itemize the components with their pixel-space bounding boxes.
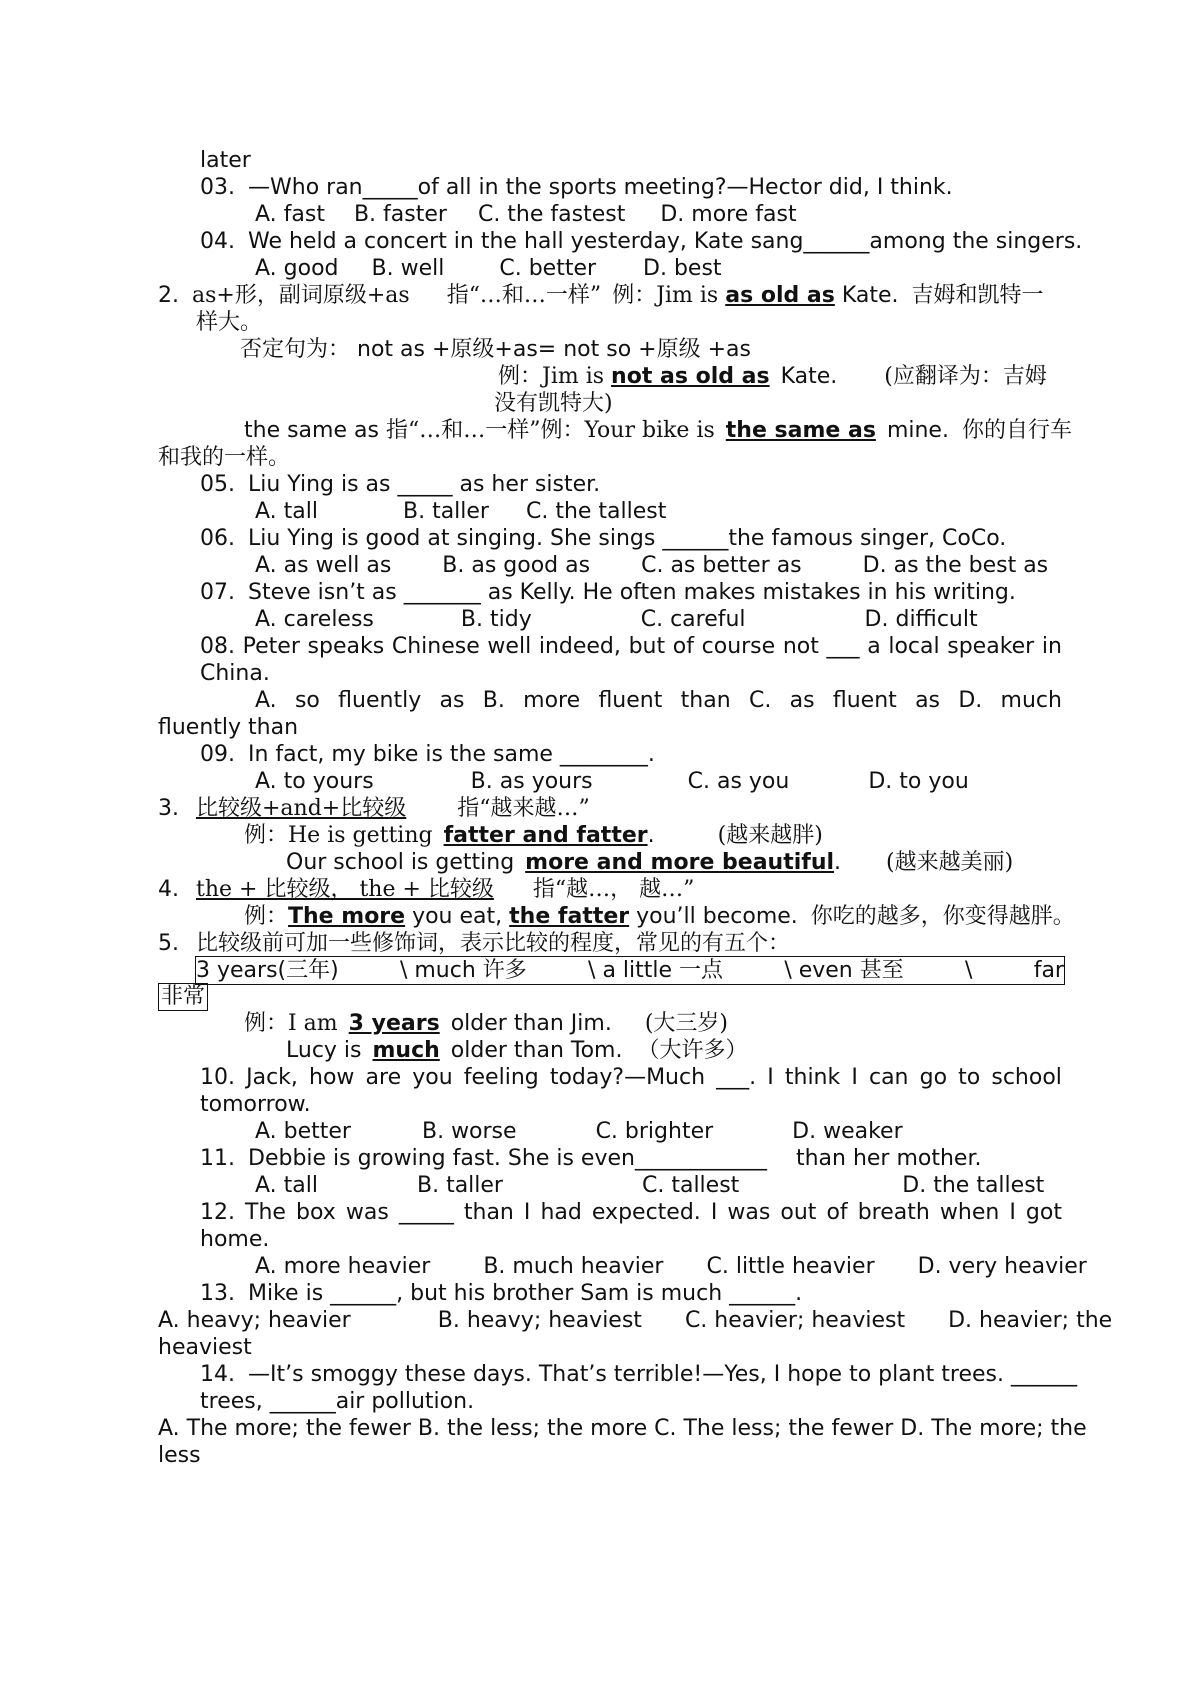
option-c: C. careful (640, 607, 746, 632)
option-a: A. more heavier (255, 1254, 431, 1279)
word: you (412, 1065, 453, 1090)
option-a: A. heavy; heavier (158, 1308, 351, 1333)
options-04 (255, 255, 722, 283)
option-d: D. the tallest (902, 1173, 1045, 1198)
word: fluently (338, 688, 422, 713)
same-as-rule (244, 417, 1072, 445)
option-d: D. heavier; the (948, 1308, 1113, 1333)
word: today?—Much (549, 1065, 706, 1090)
example-translation: 你的自行车 (961, 418, 1072, 443)
example-translation-cont: 没有凯特大) (494, 391, 613, 416)
word: but (628, 634, 666, 659)
word: local (888, 634, 940, 659)
word: than (463, 1200, 514, 1225)
options-cont: less (158, 1443, 201, 1468)
options-08 (255, 687, 1062, 715)
example-keyword: 3 years (348, 1011, 440, 1036)
word: Peter (242, 634, 300, 659)
question-text: We held a concert in the hall yesterday, Kate sang______among the singers. (248, 229, 1083, 254)
word: I (1009, 1200, 1016, 1225)
option-a: A. fast (255, 202, 325, 227)
option-d: D. very heavier (917, 1254, 1087, 1279)
example-label: 例：I am (244, 1011, 338, 1036)
question-11 (200, 1145, 981, 1173)
example-tail: . (647, 823, 655, 848)
question-text-cont: China. (200, 661, 270, 686)
section-3-example-2 (286, 849, 1013, 877)
example-keyword: the fatter (509, 904, 630, 929)
section-rule: as+形，副词原级+as (192, 283, 410, 308)
word: \ a little 一点 (588, 958, 724, 983)
example-translation: 你吃的越多，你变得越胖。 (810, 904, 1075, 929)
word: I (523, 1200, 531, 1225)
option-a: A. to yours (255, 769, 374, 794)
word: how (309, 1065, 355, 1090)
option-d: D. weaker (792, 1119, 903, 1144)
example-label: 例：He is getting (244, 823, 433, 848)
word: The (245, 1200, 286, 1225)
word: I (767, 1065, 774, 1090)
option-b: B. taller (416, 1173, 503, 1198)
option-d: D. best (643, 256, 722, 281)
example-tail: older than Tom. (450, 1038, 623, 1063)
section-5-heading (158, 930, 790, 958)
section-number: 4. (158, 877, 179, 902)
question-06 (200, 525, 1006, 553)
question-number: 09. (200, 742, 235, 767)
example-tail: . (834, 850, 842, 875)
option-c: C. the fastest (477, 202, 626, 227)
example-keyword: much (372, 1038, 440, 1063)
word: box (296, 1200, 336, 1225)
question-number: 14. (200, 1362, 235, 1387)
example-keyword: as old as (725, 283, 835, 308)
negative-form (240, 336, 751, 364)
option-a: A. as well as (255, 553, 392, 578)
word: when (939, 1200, 1000, 1225)
example-translation: (越来越胖) (717, 823, 823, 848)
example-translation: （大许多） (637, 1038, 748, 1063)
section-number: 3. (158, 796, 179, 821)
question-text: Liu Ying is as _____ as her sister. (248, 472, 601, 497)
example-label: 例：Jim is (498, 364, 605, 389)
example-prefix: Our school is getting (286, 850, 515, 875)
word: as (439, 688, 465, 713)
word: I (710, 1200, 718, 1225)
option-a: A. tall (255, 1173, 318, 1198)
word: in (1041, 634, 1062, 659)
option-a: A. careless (255, 607, 374, 632)
question-text: —It’s smoggy these days. That’s terrible!—Yes, I hope to plant trees. ______ (248, 1362, 1077, 1387)
word: a (867, 634, 881, 659)
section-meaning: 指“越…， 越…” (532, 877, 695, 902)
question-text: Mike is ______, but his brother Sam is much ______. (248, 1281, 803, 1306)
question-number: 03. (200, 175, 235, 200)
question-text-justified (200, 633, 1062, 661)
question-10 (200, 1064, 1062, 1092)
word: think (784, 1065, 841, 1090)
options-justified (255, 687, 1062, 715)
word: was (345, 1200, 389, 1225)
example-prefix: Lucy is (286, 1038, 362, 1063)
example-translation-cont: 样大。 (196, 310, 263, 335)
option-d: D. difficult (864, 607, 978, 632)
options-09 (255, 768, 969, 796)
question-text: In fact, my bike is the same ________. (248, 742, 655, 767)
option-b: B. worse (421, 1119, 517, 1144)
section-rule: 比较级前可加一些修饰词，表示比较的程度，常见的有五个： (196, 931, 791, 956)
word: was (727, 1200, 771, 1225)
word: feeling (463, 1065, 539, 1090)
example-label: 例： (244, 904, 289, 929)
options-03 (255, 201, 797, 229)
question-number: 12. (200, 1200, 235, 1225)
example-translation: 吉姆和凯特一 (911, 283, 1044, 308)
negative-example (498, 363, 1047, 391)
word: D. (958, 688, 983, 713)
word: had (540, 1200, 582, 1225)
word: ___. (716, 1065, 757, 1090)
word: out (780, 1200, 817, 1225)
question-number: 05. (200, 472, 235, 497)
question-number: 06. (200, 526, 235, 551)
word: B. (482, 688, 505, 713)
section-meaning: 指“越来越…” (457, 796, 590, 821)
word: speaker (947, 634, 1035, 659)
text-line: later (200, 148, 251, 173)
options-11 (255, 1172, 1044, 1200)
example-keyword: fatter and fatter (443, 823, 648, 848)
word: got (1025, 1200, 1062, 1225)
options-13 (158, 1307, 1112, 1335)
section-rule: 比较级+and+比较级 (196, 796, 407, 821)
same-as-phrase: the same as (244, 418, 379, 443)
option-b: B. taller (402, 499, 489, 524)
section-rule: the + 比较级， the + 比较级 (196, 877, 494, 902)
option-b: B. well (371, 256, 445, 281)
word: breath (857, 1200, 930, 1225)
question-03 (200, 174, 953, 202)
question-07 (200, 579, 1016, 607)
example-tail: older than Jim. (450, 1011, 612, 1036)
option-b: B. tidy (460, 607, 532, 632)
word: \ (965, 958, 973, 983)
word: fluent (832, 688, 897, 713)
word: C. (748, 688, 772, 713)
word: not (782, 634, 819, 659)
negative-label: 否定句为： (240, 337, 351, 362)
word: Chinese (391, 634, 480, 659)
question-text: Liu Ying is good at singing. She sings ______the famous singer, CoCo. (248, 526, 1007, 551)
question-04 (200, 228, 1082, 256)
example-tail: Kate. (841, 283, 899, 308)
question-text: —Who ran_____of all in the sports meeting?—Hector did, I think. (248, 175, 953, 200)
word: as (915, 688, 941, 713)
options-14: A. The more; the fewer B. the less; the more C. The less; the fewer D. The more; the (158, 1416, 1087, 1441)
option-a: A. tall (255, 499, 318, 524)
section-3-example-1 (244, 822, 823, 850)
section-3-heading (158, 795, 590, 823)
options-12 (255, 1253, 1087, 1281)
option-d: D. as the best as (862, 553, 1049, 578)
section-meaning: 指“…和…一样” (446, 283, 602, 308)
word: far (1033, 958, 1064, 983)
question-text-tail: than her mother. (795, 1146, 982, 1171)
word: _____ (398, 1200, 454, 1225)
example-keyword: not as old as (611, 364, 770, 389)
example-middle: you eat, (412, 904, 503, 929)
section-4-example (244, 903, 1075, 931)
option-d: D. to you (868, 769, 969, 794)
option-c: C. heavier; heaviest (684, 1308, 906, 1333)
question-text-cont: trees, ______air pollution. (200, 1389, 475, 1414)
options-05 (255, 498, 666, 526)
word: Jack, (246, 1065, 298, 1090)
option-b: B. much heavier (483, 1254, 664, 1279)
word: go (919, 1065, 948, 1090)
option-b: B. heavy; heaviest (437, 1308, 642, 1333)
word: expected. (591, 1200, 701, 1225)
word: are (365, 1065, 402, 1090)
example-translation: (大三岁) (644, 1011, 728, 1036)
example-translation: (越来越美丽) (886, 850, 1014, 875)
section-number: 5. (158, 931, 179, 956)
word: can (868, 1065, 909, 1090)
options-07 (255, 606, 978, 634)
example-translation: (应翻译为：吉姆 (884, 364, 1047, 389)
question-text: Steve isn’t as _______ as Kelly. He often makes mistakes in his writing. (248, 580, 1016, 605)
option-d: D. more fast (660, 202, 797, 227)
options-cont: heaviest (158, 1335, 252, 1360)
word: to (958, 1065, 981, 1090)
question-number: 07. (200, 580, 235, 605)
section-4-heading (158, 876, 694, 904)
word: so (294, 688, 320, 713)
option-b: B. as yours (470, 769, 593, 794)
negative-rule: not as +原级+as= not so +原级 +as (357, 337, 751, 362)
question-number: 04. (200, 229, 235, 254)
option-c: C. brighter (595, 1119, 714, 1144)
options-06 (255, 552, 1048, 580)
word: course (701, 634, 776, 659)
section-5-example-2 (286, 1037, 748, 1065)
word: 3 years(三年) (196, 958, 339, 983)
options-cont: fluently than (158, 715, 299, 740)
example-keyword: the same as (725, 418, 876, 443)
option-a: A. good (255, 256, 339, 281)
question-12 (200, 1199, 1062, 1227)
example-keyword: The more (288, 904, 406, 929)
word: much (1000, 688, 1062, 713)
word: ___ (826, 634, 860, 659)
section-2-heading (158, 282, 1044, 310)
example-tail: Kate. (780, 364, 838, 389)
word: \ even 甚至 (784, 958, 904, 983)
example-label: 例：Jim is (612, 283, 719, 308)
question-number: 10. (200, 1065, 235, 1090)
option-c: C. tallest (641, 1173, 740, 1198)
word: indeed, (538, 634, 621, 659)
question-number: 13. (200, 1281, 235, 1306)
modifier-box (195, 956, 1065, 985)
option-a: A. better (255, 1119, 351, 1144)
option-c: C. as better as (641, 553, 802, 578)
modifier-box-cont: 非常 (158, 983, 208, 1011)
question-13 (200, 1280, 802, 1308)
section-5-example-1 (244, 1010, 728, 1038)
example-tail: mine. (886, 418, 949, 443)
section-number: 2. (158, 283, 179, 308)
same-as-meaning: 指“…和…一样”例：Your bike is (385, 418, 715, 443)
option-b: B. faster (353, 202, 447, 227)
question-number: 08. (200, 634, 235, 659)
question-text-cont: tomorrow. (200, 1092, 311, 1117)
question-14 (200, 1361, 1077, 1389)
example-translation-cont: 和我的一样。 (158, 445, 291, 470)
word: speaks (307, 634, 385, 659)
word: I (851, 1065, 858, 1090)
example-tail: you’ll become. (636, 904, 798, 929)
word: of (826, 1200, 848, 1225)
modifier-list (196, 957, 1064, 984)
example-keyword: more and more beautiful (525, 850, 835, 875)
option-b: B. as good as (442, 553, 591, 578)
option-c: C. little heavier (706, 1254, 875, 1279)
question-text-justified (200, 1064, 1062, 1092)
question-number: 11. (200, 1146, 235, 1171)
word: A. (255, 688, 277, 713)
question-text-cont: home. (200, 1227, 270, 1252)
option-c: C. as you (687, 769, 790, 794)
word: more (523, 688, 581, 713)
question-08 (200, 633, 1062, 661)
word: of (672, 634, 694, 659)
word: school (991, 1065, 1062, 1090)
question-text-justified (200, 1199, 1062, 1227)
option-c: C. the tallest (525, 499, 667, 524)
word: \ much 许多 (399, 958, 527, 983)
word: as (789, 688, 815, 713)
word: than (680, 688, 731, 713)
option-c: C. better (499, 256, 597, 281)
question-09 (200, 741, 655, 769)
word: fluent (598, 688, 663, 713)
word: well (487, 634, 532, 659)
question-text: Debbie is growing fast. She is even____________ (248, 1146, 767, 1171)
question-05 (200, 471, 600, 499)
options-10 (255, 1118, 903, 1146)
